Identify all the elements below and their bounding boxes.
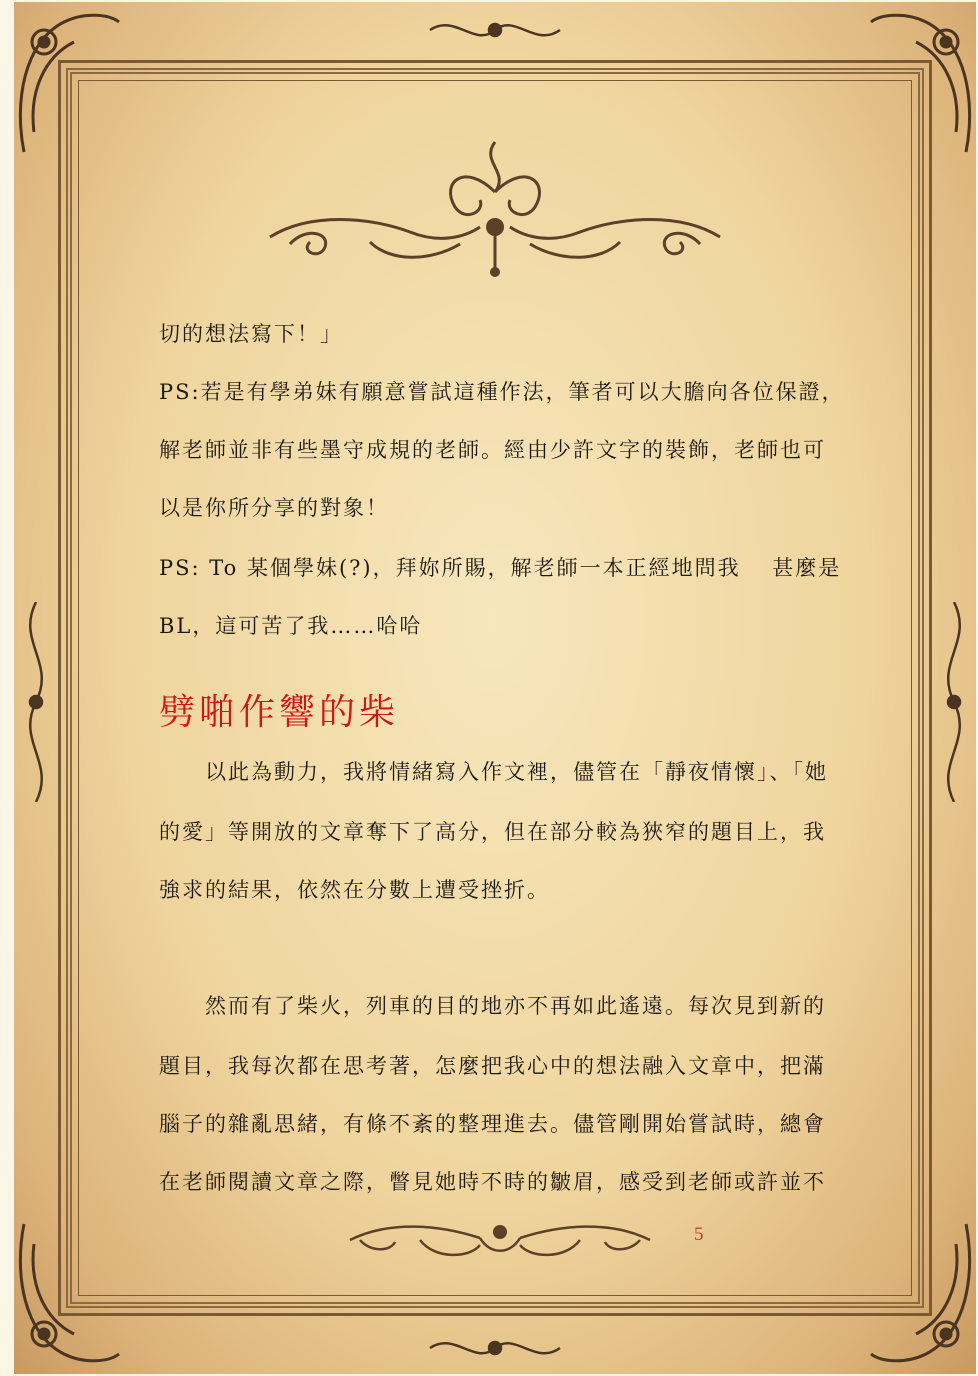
- corner-ornament-bottom-left: [14, 1214, 124, 1374]
- body-line: PS: To 某個學妹(?)，拜妳所賜，解老師一本正經地問我 甚麼是: [159, 556, 842, 580]
- body-line: 以是你所分享的對象！: [159, 496, 389, 520]
- corner-ornament-top-right: [866, 2, 976, 162]
- body-line: BL，這可苦了我……哈哈: [159, 614, 423, 638]
- body-line: PS:若是有學弟妹有願意嘗試這種作法，筆者可以大膽向各位保證，: [159, 380, 845, 404]
- body-line: 題目，我每次都在思考著，怎麼把我心中的想法融入文章中，把滿: [159, 1054, 826, 1078]
- body-line: 解老師並非有些墨守成規的老師。經由少許文字的裝飾，老師也可: [159, 438, 826, 462]
- body-line: 強求的結果，依然在分數上遭受挫折。: [159, 878, 550, 902]
- body-line: 以此為動力，我將情緒寫入作文裡，儘管在「靜夜情懷」、「她: [159, 760, 828, 784]
- body-line: 切的想法寫下！」: [159, 322, 343, 346]
- right-edge-ornament: [934, 602, 974, 802]
- corner-ornament-bottom-right: [866, 1214, 976, 1374]
- header-flourish-ornament: [250, 132, 740, 282]
- footer-flourish-ornament: [340, 1210, 660, 1270]
- parchment-page: [14, 2, 976, 1374]
- corner-ornament-top-left: [14, 2, 124, 162]
- section-heading: 劈啪作響的柴: [159, 692, 400, 733]
- page-number: 5: [694, 1224, 704, 1245]
- bottom-edge-ornament: [425, 1326, 565, 1370]
- top-edge-ornament: [425, 8, 565, 52]
- body-line: 然而有了柴火，列車的目的地亦不再如此遙遠。每次見到新的: [159, 994, 826, 1018]
- body-line: 的愛」等開放的文章奪下了高分，但在部分較為狹窄的題目上，我: [159, 820, 826, 844]
- body-line: 在老師閱讀文章之際，瞥見她時不時的皺眉，感受到老師或許並不: [159, 1170, 826, 1194]
- left-edge-ornament: [16, 602, 56, 802]
- body-line: 腦子的雜亂思緒，有條不紊的整理進去。儘管剛開始嘗試時，總會: [159, 1112, 826, 1136]
